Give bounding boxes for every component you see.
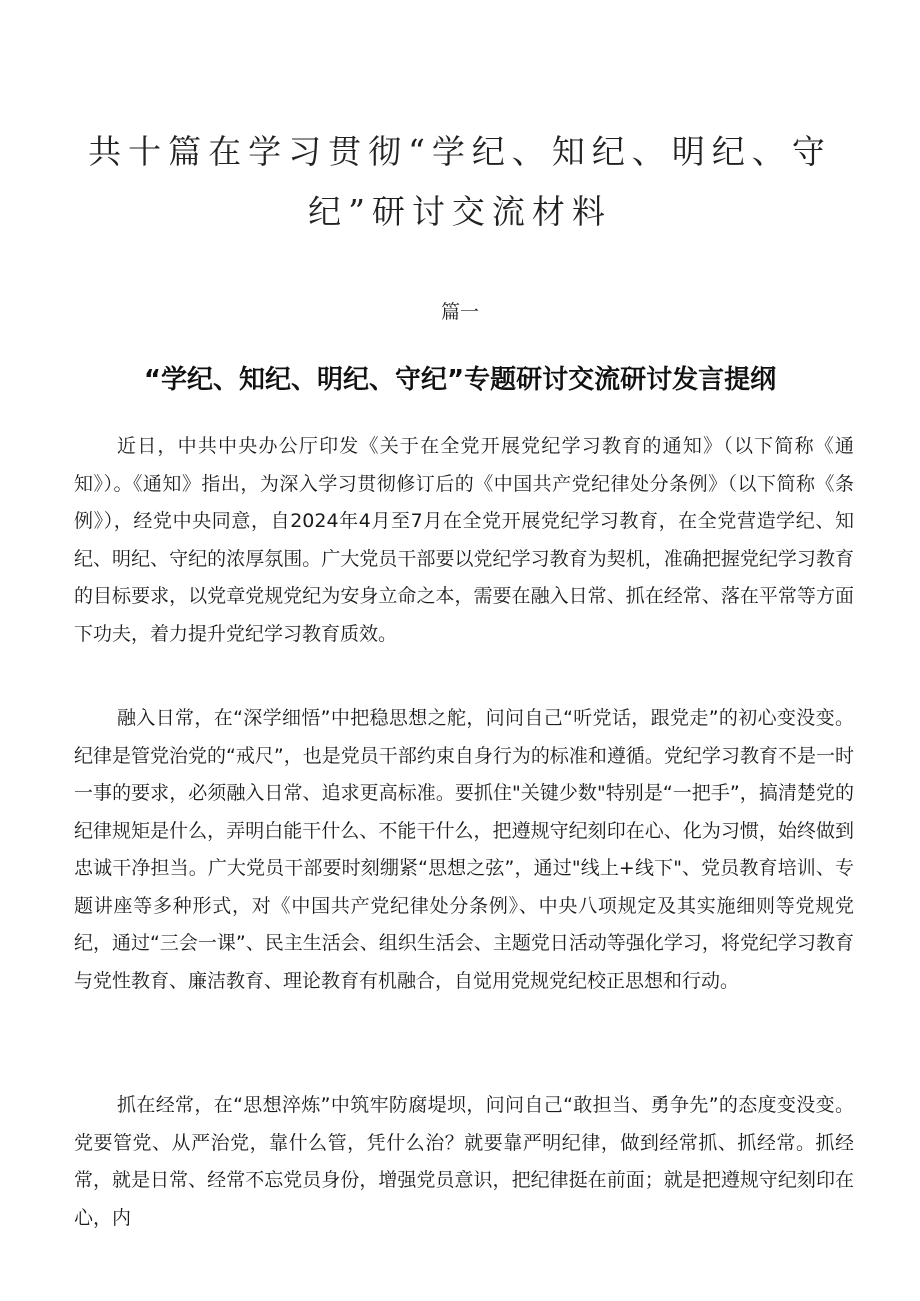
body-paragraph-1: 近日，中共中央办公厅印发《关于在全党开展党纪学习教育的通知》（以下简称《通知》）。《通知》指出，为深入学习贯彻修订后的《中国共产党纪律处分条例》（以下简称《条例》），经党中央同意，自2024年4月至7月在全党开展党纪学习教育，在全党营造学纪、知纪、明纪、守纪的浓厚氛围。广大党员干部要以党纪学习教育为契机，准确把握党纪学习教育的目标要求，以党章党规党纪为安身立命之本，需要在融入日常、抓在经常、落在平常等方面下功夫，着力提升党纪学习教育质效。: [74, 435, 854, 645]
document-title: 共十篇在学习贯彻“学纪、知纪、明纪、守纪”研讨交流材料: [88, 132, 832, 231]
body-paragraph-2: 融入日常，在“深学细悟”中把稳思想之舵，问问自己“听党话，跟党走”的初心变没变。纪律是管党治党的“戒尺”，也是党员干部约束自身行为的标准和遵循。党纪学习教育不是一时一事的要求，必须融入日常、追求更高标准。要抓住"关键少数"特别是“一把手”，搞清楚党的纪律规矩是什么，弄明白能干什么、不能干什么，把遵规守纪刻印在心、化为习惯，始终做到忠诚干净担当。广大党员干部要时刻绷紧“思想之弦”，通过"线上+线下"、党员教育培训、专题讲座等多种形式，对《中国共产党纪律处分条例》、中央八项规定及其实施细则等党规党纪，通过“三会一课”、民主生活会、组织生活会、主题党日活动等强化学习，将党纪学习教育与党性教育、廉洁教育、理论教育有机融合，自觉用党规党纪校正思想和行动。: [74, 707, 854, 992]
section-label: 篇一: [440, 301, 479, 323]
body-paragraph-3: 抓在经常，在“思想淬炼”中筑牢防腐堤坝，问问自己“敢担当、勇争先”的态度变没变。党要管党、从严治党，靠什么管，凭什么治？就要靠严明纪律，做到经常抓、抓经常。抓经常，就是日常、经常不忘党员身份，增强党员意识，把纪律挺在前面；就是把遵规守纪刻印在心，内: [74, 1094, 854, 1229]
section-heading: “学纪、知纪、明纪、守纪”专题研讨交流研讨发言提纲: [143, 365, 777, 395]
